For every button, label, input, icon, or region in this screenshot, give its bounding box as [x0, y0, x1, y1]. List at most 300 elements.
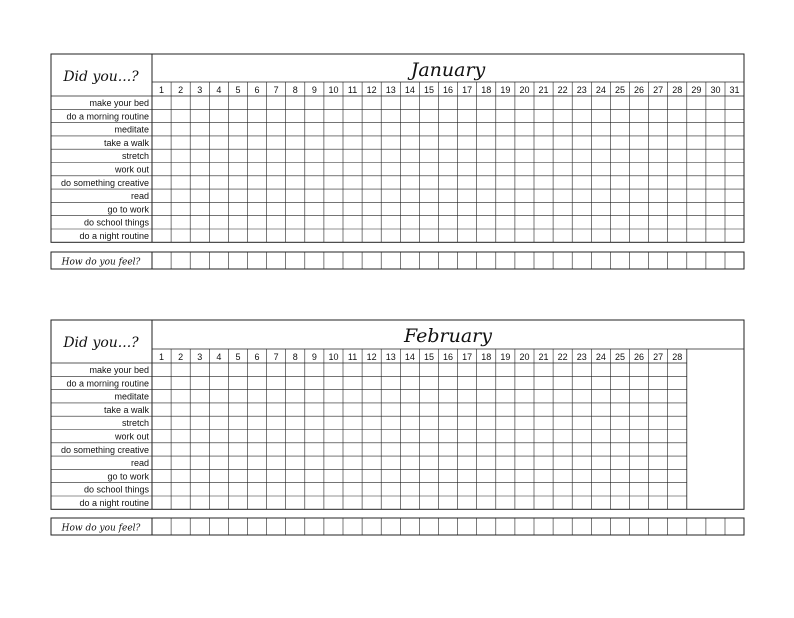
habit-check-cell[interactable] [325, 110, 342, 121]
habit-check-cell[interactable] [535, 417, 552, 428]
habit-check-cell[interactable] [210, 137, 227, 148]
habit-check-cell[interactable] [306, 457, 323, 468]
habit-check-cell[interactable] [631, 124, 648, 135]
habit-check-cell[interactable] [688, 110, 705, 121]
habit-check-cell[interactable] [669, 457, 686, 468]
habit-check-cell[interactable] [306, 431, 323, 442]
habit-check-cell[interactable] [172, 404, 189, 415]
habit-check-cell[interactable] [344, 391, 361, 402]
feel-cell[interactable] [401, 253, 418, 268]
habit-check-cell[interactable] [497, 391, 514, 402]
habit-check-cell[interactable] [631, 190, 648, 201]
habit-check-cell[interactable] [191, 470, 208, 481]
habit-check-cell[interactable] [535, 470, 552, 481]
habit-check-cell[interactable] [325, 377, 342, 388]
habit-check-cell[interactable] [535, 124, 552, 135]
habit-check-cell[interactable] [363, 417, 380, 428]
habit-check-cell[interactable] [344, 484, 361, 495]
habit-check-cell[interactable] [459, 203, 476, 214]
habit-check-cell[interactable] [249, 97, 266, 108]
habit-check-cell[interactable] [325, 177, 342, 188]
habit-check-cell[interactable] [650, 164, 667, 175]
habit-check-cell[interactable] [573, 110, 590, 121]
habit-check-cell[interactable] [478, 164, 495, 175]
habit-check-cell[interactable] [420, 177, 437, 188]
habit-check-cell[interactable] [420, 484, 437, 495]
habit-check-cell[interactable] [440, 391, 457, 402]
habit-check-cell[interactable] [573, 137, 590, 148]
habit-check-cell[interactable] [210, 190, 227, 201]
habit-check-cell[interactable] [554, 484, 571, 495]
habit-check-cell[interactable] [172, 110, 189, 121]
habit-check-cell[interactable] [459, 217, 476, 228]
habit-check-cell[interactable] [516, 391, 533, 402]
habit-check-cell[interactable] [420, 364, 437, 375]
habit-check-cell[interactable] [650, 377, 667, 388]
habit-check-cell[interactable] [191, 391, 208, 402]
habit-check-cell[interactable] [631, 484, 648, 495]
habit-check-cell[interactable] [631, 203, 648, 214]
habit-check-cell[interactable] [726, 150, 743, 161]
habit-check-cell[interactable] [573, 484, 590, 495]
habit-check-cell[interactable] [669, 364, 686, 375]
habit-check-cell[interactable] [401, 431, 418, 442]
habit-check-cell[interactable] [229, 497, 246, 508]
habit-check-cell[interactable] [172, 177, 189, 188]
habit-check-cell[interactable] [478, 177, 495, 188]
habit-check-cell[interactable] [497, 177, 514, 188]
habit-check-cell[interactable] [268, 404, 285, 415]
habit-check-cell[interactable] [420, 404, 437, 415]
habit-check-cell[interactable] [268, 230, 285, 241]
habit-check-cell[interactable] [172, 190, 189, 201]
habit-check-cell[interactable] [172, 444, 189, 455]
habit-check-cell[interactable] [191, 444, 208, 455]
habit-check-cell[interactable] [669, 391, 686, 402]
habit-check-cell[interactable] [268, 203, 285, 214]
habit-check-cell[interactable] [153, 470, 170, 481]
habit-check-cell[interactable] [420, 190, 437, 201]
feel-cell[interactable] [229, 519, 246, 534]
habit-check-cell[interactable] [287, 177, 304, 188]
habit-check-cell[interactable] [268, 444, 285, 455]
habit-check-cell[interactable] [229, 230, 246, 241]
habit-check-cell[interactable] [382, 417, 399, 428]
habit-check-cell[interactable] [325, 137, 342, 148]
habit-check-cell[interactable] [459, 484, 476, 495]
habit-check-cell[interactable] [420, 391, 437, 402]
habit-check-cell[interactable] [440, 203, 457, 214]
habit-check-cell[interactable] [669, 164, 686, 175]
habit-check-cell[interactable] [650, 457, 667, 468]
habit-check-cell[interactable] [592, 470, 609, 481]
habit-check-cell[interactable] [459, 417, 476, 428]
habit-check-cell[interactable] [153, 230, 170, 241]
habit-check-cell[interactable] [478, 230, 495, 241]
feel-cell[interactable] [573, 519, 590, 534]
habit-check-cell[interactable] [535, 391, 552, 402]
habit-check-cell[interactable] [306, 497, 323, 508]
habit-check-cell[interactable] [229, 417, 246, 428]
feel-cell[interactable] [401, 519, 418, 534]
habit-check-cell[interactable] [363, 377, 380, 388]
habit-check-cell[interactable] [153, 97, 170, 108]
habit-check-cell[interactable] [382, 110, 399, 121]
habit-check-cell[interactable] [191, 431, 208, 442]
habit-check-cell[interactable] [363, 391, 380, 402]
habit-check-cell[interactable] [440, 124, 457, 135]
habit-check-cell[interactable] [669, 97, 686, 108]
feel-cell[interactable] [535, 519, 552, 534]
habit-check-cell[interactable] [478, 417, 495, 428]
habit-check-cell[interactable] [535, 497, 552, 508]
habit-check-cell[interactable] [516, 364, 533, 375]
habit-check-cell[interactable] [440, 230, 457, 241]
habit-check-cell[interactable] [153, 137, 170, 148]
habit-check-cell[interactable] [440, 457, 457, 468]
habit-check-cell[interactable] [478, 404, 495, 415]
habit-check-cell[interactable] [153, 484, 170, 495]
habit-check-cell[interactable] [401, 137, 418, 148]
habit-check-cell[interactable] [611, 431, 628, 442]
habit-check-cell[interactable] [535, 444, 552, 455]
feel-cell[interactable] [669, 519, 686, 534]
habit-check-cell[interactable] [573, 497, 590, 508]
habit-check-cell[interactable] [440, 364, 457, 375]
habit-check-cell[interactable] [478, 497, 495, 508]
habit-check-cell[interactable] [268, 164, 285, 175]
habit-check-cell[interactable] [707, 150, 724, 161]
habit-check-cell[interactable] [191, 497, 208, 508]
habit-check-cell[interactable] [268, 124, 285, 135]
habit-check-cell[interactable] [573, 217, 590, 228]
habit-check-cell[interactable] [650, 470, 667, 481]
habit-check-cell[interactable] [344, 404, 361, 415]
habit-check-cell[interactable] [650, 177, 667, 188]
habit-check-cell[interactable] [420, 497, 437, 508]
habit-check-cell[interactable] [325, 203, 342, 214]
habit-check-cell[interactable] [229, 444, 246, 455]
habit-check-cell[interactable] [363, 444, 380, 455]
habit-check-cell[interactable] [592, 177, 609, 188]
habit-check-cell[interactable] [726, 190, 743, 201]
habit-check-cell[interactable] [363, 137, 380, 148]
habit-check-cell[interactable] [478, 150, 495, 161]
habit-check-cell[interactable] [153, 177, 170, 188]
feel-cell[interactable] [459, 519, 476, 534]
habit-check-cell[interactable] [516, 457, 533, 468]
habit-check-cell[interactable] [669, 377, 686, 388]
habit-check-cell[interactable] [650, 110, 667, 121]
feel-cell[interactable] [554, 253, 571, 268]
habit-check-cell[interactable] [554, 377, 571, 388]
habit-check-cell[interactable] [401, 484, 418, 495]
habit-check-cell[interactable] [306, 444, 323, 455]
habit-check-cell[interactable] [688, 137, 705, 148]
habit-check-cell[interactable] [420, 124, 437, 135]
habit-check-cell[interactable] [363, 217, 380, 228]
feel-cell[interactable] [363, 519, 380, 534]
habit-check-cell[interactable] [191, 137, 208, 148]
habit-check-cell[interactable] [573, 431, 590, 442]
habit-check-cell[interactable] [631, 470, 648, 481]
habit-check-cell[interactable] [306, 217, 323, 228]
habit-check-cell[interactable] [268, 150, 285, 161]
habit-check-cell[interactable] [306, 177, 323, 188]
habit-check-cell[interactable] [478, 484, 495, 495]
habit-check-cell[interactable] [669, 497, 686, 508]
habit-check-cell[interactable] [650, 444, 667, 455]
habit-check-cell[interactable] [344, 497, 361, 508]
habit-check-cell[interactable] [306, 484, 323, 495]
habit-check-cell[interactable] [726, 230, 743, 241]
habit-check-cell[interactable] [611, 177, 628, 188]
feel-cell[interactable] [420, 519, 437, 534]
habit-check-cell[interactable] [592, 484, 609, 495]
habit-check-cell[interactable] [172, 484, 189, 495]
habit-check-cell[interactable] [249, 444, 266, 455]
habit-check-cell[interactable] [229, 190, 246, 201]
habit-check-cell[interactable] [573, 470, 590, 481]
habit-check-cell[interactable] [287, 150, 304, 161]
feel-cell[interactable] [688, 519, 705, 534]
habit-check-cell[interactable] [191, 217, 208, 228]
habit-check-cell[interactable] [363, 230, 380, 241]
habit-check-cell[interactable] [611, 377, 628, 388]
habit-check-cell[interactable] [382, 217, 399, 228]
habit-check-cell[interactable] [287, 364, 304, 375]
feel-cell[interactable] [726, 519, 743, 534]
habit-check-cell[interactable] [229, 177, 246, 188]
habit-check-cell[interactable] [382, 484, 399, 495]
habit-check-cell[interactable] [210, 404, 227, 415]
habit-check-cell[interactable] [478, 457, 495, 468]
habit-check-cell[interactable] [440, 417, 457, 428]
habit-check-cell[interactable] [631, 377, 648, 388]
habit-check-cell[interactable] [191, 484, 208, 495]
habit-check-cell[interactable] [592, 97, 609, 108]
habit-check-cell[interactable] [153, 203, 170, 214]
habit-check-cell[interactable] [287, 497, 304, 508]
habit-check-cell[interactable] [592, 164, 609, 175]
habit-check-cell[interactable] [535, 230, 552, 241]
habit-check-cell[interactable] [554, 190, 571, 201]
habit-check-cell[interactable] [249, 497, 266, 508]
habit-check-cell[interactable] [688, 217, 705, 228]
habit-check-cell[interactable] [420, 377, 437, 388]
feel-cell[interactable] [420, 253, 437, 268]
habit-check-cell[interactable] [172, 137, 189, 148]
habit-check-cell[interactable] [420, 417, 437, 428]
habit-check-cell[interactable] [153, 417, 170, 428]
habit-check-cell[interactable] [210, 230, 227, 241]
habit-check-cell[interactable] [344, 164, 361, 175]
habit-check-cell[interactable] [363, 364, 380, 375]
habit-check-cell[interactable] [153, 457, 170, 468]
habit-check-cell[interactable] [306, 110, 323, 121]
habit-check-cell[interactable] [535, 364, 552, 375]
habit-check-cell[interactable] [153, 444, 170, 455]
feel-cell[interactable] [363, 253, 380, 268]
habit-check-cell[interactable] [306, 124, 323, 135]
habit-check-cell[interactable] [478, 217, 495, 228]
habit-check-cell[interactable] [573, 164, 590, 175]
habit-check-cell[interactable] [669, 431, 686, 442]
habit-check-cell[interactable] [669, 190, 686, 201]
habit-check-cell[interactable] [497, 124, 514, 135]
habit-check-cell[interactable] [325, 457, 342, 468]
habit-check-cell[interactable] [535, 404, 552, 415]
habit-check-cell[interactable] [172, 150, 189, 161]
habit-check-cell[interactable] [650, 431, 667, 442]
feel-cell[interactable] [229, 253, 246, 268]
habit-check-cell[interactable] [287, 137, 304, 148]
habit-check-cell[interactable] [210, 97, 227, 108]
habit-check-cell[interactable] [688, 150, 705, 161]
habit-check-cell[interactable] [554, 124, 571, 135]
habit-check-cell[interactable] [153, 391, 170, 402]
habit-check-cell[interactable] [268, 391, 285, 402]
habit-check-cell[interactable] [688, 164, 705, 175]
habit-check-cell[interactable] [191, 164, 208, 175]
habit-check-cell[interactable] [420, 137, 437, 148]
habit-check-cell[interactable] [497, 164, 514, 175]
habit-check-cell[interactable] [573, 377, 590, 388]
habit-check-cell[interactable] [611, 124, 628, 135]
habit-check-cell[interactable] [573, 444, 590, 455]
habit-check-cell[interactable] [153, 150, 170, 161]
habit-check-cell[interactable] [516, 497, 533, 508]
habit-check-cell[interactable] [172, 457, 189, 468]
habit-check-cell[interactable] [497, 203, 514, 214]
habit-check-cell[interactable] [306, 190, 323, 201]
habit-check-cell[interactable] [459, 444, 476, 455]
habit-check-cell[interactable] [325, 217, 342, 228]
habit-check-cell[interactable] [287, 124, 304, 135]
feel-cell[interactable] [631, 519, 648, 534]
habit-check-cell[interactable] [249, 190, 266, 201]
habit-check-cell[interactable] [153, 217, 170, 228]
habit-check-cell[interactable] [535, 164, 552, 175]
habit-check-cell[interactable] [344, 137, 361, 148]
habit-check-cell[interactable] [325, 190, 342, 201]
habit-check-cell[interactable] [229, 164, 246, 175]
habit-check-cell[interactable] [382, 164, 399, 175]
habit-check-cell[interactable] [459, 190, 476, 201]
habit-check-cell[interactable] [631, 230, 648, 241]
habit-check-cell[interactable] [535, 110, 552, 121]
habit-check-cell[interactable] [459, 164, 476, 175]
habit-check-cell[interactable] [592, 377, 609, 388]
habit-check-cell[interactable] [210, 484, 227, 495]
habit-check-cell[interactable] [420, 164, 437, 175]
habit-check-cell[interactable] [573, 97, 590, 108]
feel-cell[interactable] [440, 253, 457, 268]
habit-check-cell[interactable] [459, 497, 476, 508]
habit-check-cell[interactable] [516, 217, 533, 228]
habit-check-cell[interactable] [573, 124, 590, 135]
habit-check-cell[interactable] [153, 377, 170, 388]
habit-check-cell[interactable] [172, 97, 189, 108]
habit-check-cell[interactable] [459, 110, 476, 121]
habit-check-cell[interactable] [440, 497, 457, 508]
habit-check-cell[interactable] [554, 164, 571, 175]
habit-check-cell[interactable] [516, 230, 533, 241]
habit-check-cell[interactable] [592, 150, 609, 161]
habit-check-cell[interactable] [611, 444, 628, 455]
feel-cell[interactable] [516, 519, 533, 534]
habit-check-cell[interactable] [440, 164, 457, 175]
habit-check-cell[interactable] [268, 377, 285, 388]
feel-cell[interactable] [478, 253, 495, 268]
habit-check-cell[interactable] [650, 364, 667, 375]
habit-check-cell[interactable] [573, 190, 590, 201]
habit-check-cell[interactable] [229, 377, 246, 388]
habit-check-cell[interactable] [650, 97, 667, 108]
habit-check-cell[interactable] [669, 404, 686, 415]
habit-check-cell[interactable] [306, 164, 323, 175]
habit-check-cell[interactable] [172, 497, 189, 508]
habit-check-cell[interactable] [669, 230, 686, 241]
habit-check-cell[interactable] [650, 203, 667, 214]
habit-check-cell[interactable] [650, 230, 667, 241]
habit-check-cell[interactable] [516, 377, 533, 388]
habit-check-cell[interactable] [249, 457, 266, 468]
habit-check-cell[interactable] [382, 391, 399, 402]
feel-cell[interactable] [268, 253, 285, 268]
habit-check-cell[interactable] [611, 110, 628, 121]
habit-check-cell[interactable] [249, 484, 266, 495]
habit-check-cell[interactable] [611, 470, 628, 481]
habit-check-cell[interactable] [153, 404, 170, 415]
habit-check-cell[interactable] [573, 404, 590, 415]
habit-check-cell[interactable] [229, 457, 246, 468]
habit-check-cell[interactable] [459, 97, 476, 108]
habit-check-cell[interactable] [478, 110, 495, 121]
habit-check-cell[interactable] [191, 124, 208, 135]
habit-check-cell[interactable] [172, 391, 189, 402]
habit-check-cell[interactable] [287, 97, 304, 108]
habit-check-cell[interactable] [707, 124, 724, 135]
feel-cell[interactable] [306, 519, 323, 534]
habit-check-cell[interactable] [631, 164, 648, 175]
habit-check-cell[interactable] [440, 217, 457, 228]
habit-check-cell[interactable] [688, 230, 705, 241]
habit-check-cell[interactable] [344, 364, 361, 375]
habit-check-cell[interactable] [420, 444, 437, 455]
habit-check-cell[interactable] [325, 431, 342, 442]
feel-cell[interactable] [210, 519, 227, 534]
habit-check-cell[interactable] [669, 444, 686, 455]
habit-check-cell[interactable] [382, 150, 399, 161]
habit-check-cell[interactable] [382, 124, 399, 135]
habit-check-cell[interactable] [210, 364, 227, 375]
habit-check-cell[interactable] [210, 417, 227, 428]
habit-check-cell[interactable] [669, 417, 686, 428]
habit-check-cell[interactable] [497, 431, 514, 442]
habit-check-cell[interactable] [172, 217, 189, 228]
habit-check-cell[interactable] [650, 497, 667, 508]
habit-check-cell[interactable] [669, 124, 686, 135]
habit-check-cell[interactable] [592, 404, 609, 415]
habit-check-cell[interactable] [191, 404, 208, 415]
habit-check-cell[interactable] [344, 97, 361, 108]
habit-check-cell[interactable] [210, 391, 227, 402]
habit-check-cell[interactable] [401, 190, 418, 201]
habit-check-cell[interactable] [631, 110, 648, 121]
habit-check-cell[interactable] [497, 97, 514, 108]
habit-check-cell[interactable] [325, 404, 342, 415]
